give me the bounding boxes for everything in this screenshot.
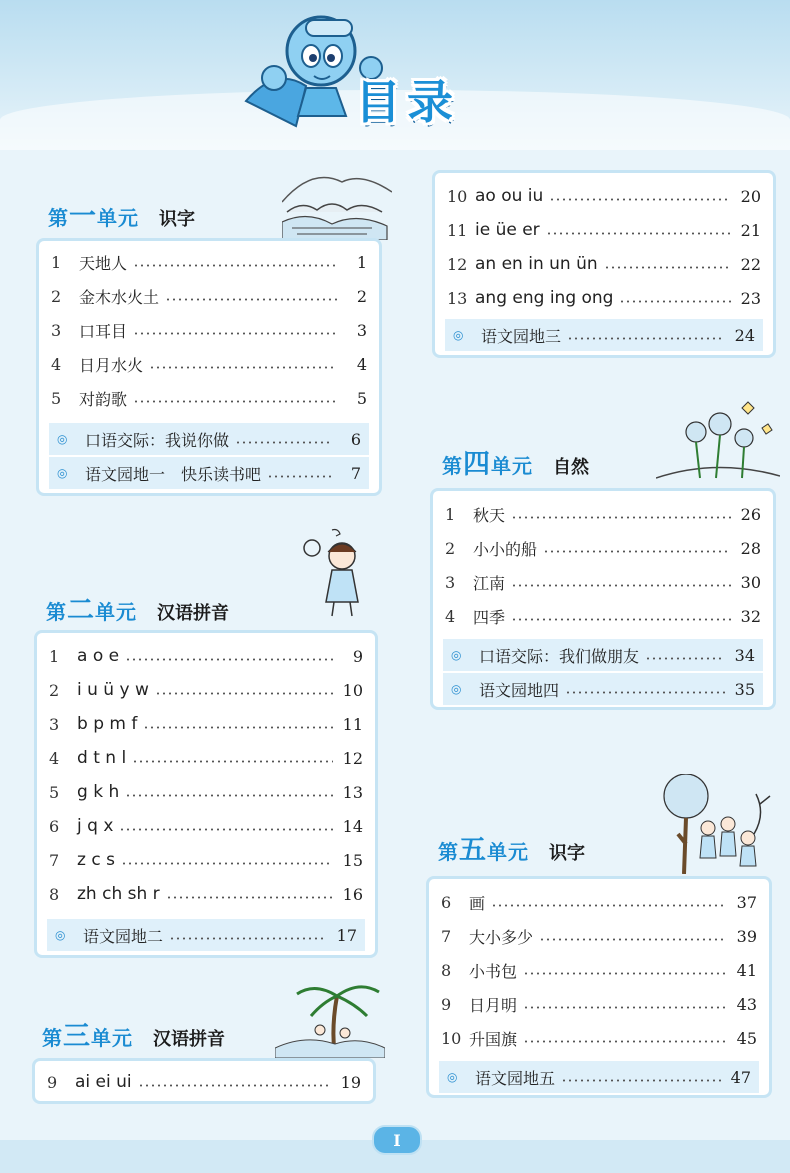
extra-page: 6 (350, 429, 361, 449)
extra-page: 17 (336, 925, 357, 945)
lesson-item[interactable] (447, 249, 761, 279)
lesson-number: 9 (441, 994, 452, 1014)
lesson-title: 日月明 (469, 995, 518, 1015)
lesson-number: 13 (447, 288, 468, 308)
lesson-title: d t n l (77, 748, 127, 768)
leader-dots (166, 896, 333, 899)
lesson-item[interactable] (49, 675, 363, 705)
lesson-number: 2 (445, 538, 456, 558)
leader-dots (604, 266, 731, 269)
lesson-number: 7 (441, 926, 452, 946)
extra-title: 语文园地四 (479, 680, 560, 700)
lesson-item[interactable] (51, 315, 367, 345)
leader-dots (143, 726, 333, 729)
lesson-item[interactable] (49, 811, 363, 841)
lesson-page: 45 (736, 1028, 757, 1048)
lesson-page: 12 (342, 748, 363, 768)
lesson-page: 2 (356, 286, 367, 306)
bullet-icon: ◎ (447, 1070, 458, 1084)
lesson-title: a o e (77, 646, 120, 666)
leader-dots (125, 658, 333, 661)
leader-dots (149, 366, 337, 369)
lesson-page: 9 (352, 646, 363, 666)
leader-dots (561, 1079, 721, 1082)
unit-2-heading (46, 588, 229, 626)
extra-page: 24 (734, 325, 755, 345)
lesson-number: 1 (445, 504, 456, 524)
lesson-title: 大小多少 (469, 927, 534, 947)
lesson-page: 4 (356, 354, 367, 374)
unit-3-topic: 汉语拼音 (153, 1029, 225, 1050)
extra-item[interactable] (49, 457, 369, 489)
lesson-page: 23 (740, 288, 761, 308)
leader-dots (543, 550, 731, 553)
extra-item[interactable] (49, 423, 369, 455)
unit-3-list-part-1 (32, 1058, 376, 1104)
page-number: I (372, 1125, 422, 1155)
extra-page: 47 (730, 1067, 751, 1087)
lesson-page: 21 (740, 220, 761, 240)
lesson-item[interactable] (51, 281, 367, 311)
lesson-page: 32 (740, 606, 761, 626)
lesson-title: 金木水火土 (79, 287, 160, 307)
page-title: 目录 (355, 75, 459, 129)
lesson-item[interactable] (49, 777, 363, 807)
unit-1-topic: 识字 (159, 209, 195, 230)
lesson-number: 1 (51, 252, 62, 272)
lesson-number: 3 (51, 320, 62, 340)
extra-title: 语文园地三 (481, 326, 562, 346)
lesson-title: 画 (469, 893, 486, 913)
lesson-title: ao ou iu (475, 186, 544, 206)
leader-dots (511, 584, 731, 587)
unit-4-list (430, 488, 776, 710)
leader-dots (567, 337, 725, 340)
lesson-page: 43 (736, 994, 757, 1014)
lesson-number: 6 (49, 816, 60, 836)
lesson-title: 四季 (473, 607, 506, 627)
girl-illustration (300, 526, 380, 620)
leader-dots (267, 475, 331, 478)
lesson-title: an en in un ün (475, 254, 598, 274)
leader-dots (539, 938, 727, 941)
lesson-item[interactable] (49, 743, 363, 773)
leader-dots (523, 1040, 727, 1043)
lesson-number: 11 (447, 220, 468, 240)
lesson-number: 7 (49, 850, 60, 870)
leader-dots (133, 332, 337, 335)
extra-page: 7 (350, 463, 361, 483)
lesson-page: 16 (342, 884, 363, 904)
lesson-page: 3 (356, 320, 367, 340)
bullet-icon: ◎ (453, 328, 464, 342)
lesson-number: 5 (51, 388, 62, 408)
lesson-page: 22 (740, 254, 761, 274)
lesson-title: 口耳目 (79, 321, 128, 341)
leader-dots (138, 1084, 331, 1087)
lesson-page: 14 (342, 816, 363, 836)
unit-4-heading (442, 442, 589, 480)
leader-dots (619, 300, 731, 303)
unit-1-name: 第一单元 (48, 201, 139, 232)
lesson-number: 10 (441, 1028, 462, 1048)
lesson-title: 日月水火 (79, 355, 144, 375)
extra-page: 34 (734, 645, 755, 665)
leader-dots (133, 400, 337, 403)
extra-item[interactable] (443, 673, 763, 705)
leader-dots (549, 198, 731, 201)
unit-4-name: 第四单元 (442, 449, 533, 480)
unit-3-heading (42, 1014, 225, 1052)
unit-5-heading (438, 828, 585, 866)
leader-dots (235, 441, 331, 444)
lesson-title: zh ch sh r (77, 884, 160, 904)
lesson-number: 3 (49, 714, 60, 734)
unit-5-topic: 识字 (549, 843, 585, 864)
lesson-item[interactable] (51, 383, 367, 413)
lesson-page: 37 (736, 892, 757, 912)
lesson-page: 41 (736, 960, 757, 980)
lesson-item[interactable] (447, 181, 761, 211)
leader-dots (165, 298, 337, 301)
extra-title: 语文园地一 快乐读书吧 (85, 464, 262, 484)
lesson-item[interactable] (447, 215, 761, 245)
lesson-page: 13 (342, 782, 363, 802)
lesson-title: 小书包 (469, 961, 518, 981)
lesson-title: 秋天 (473, 505, 506, 525)
lesson-title: ie üe er (475, 220, 540, 240)
lesson-number: 5 (49, 782, 60, 802)
lesson-item[interactable] (49, 709, 363, 739)
lesson-item[interactable] (47, 1067, 361, 1097)
leader-dots (511, 618, 731, 621)
unit-1-list (36, 238, 382, 496)
lesson-title: ang eng ing ong (475, 288, 614, 308)
unit-2-list (34, 630, 378, 958)
lesson-title: 江南 (473, 573, 506, 593)
lesson-title: j q x (77, 816, 114, 836)
lesson-title: b p m f (77, 714, 138, 734)
lesson-page: 20 (740, 186, 761, 206)
leader-dots (169, 937, 327, 940)
leader-dots (546, 232, 731, 235)
unit-2-topic: 汉语拼音 (157, 603, 229, 624)
lesson-item[interactable] (445, 601, 761, 631)
lesson-item[interactable] (49, 845, 363, 875)
children-tree-illustration (656, 774, 780, 874)
leader-dots (565, 691, 725, 694)
lesson-number: 8 (441, 960, 452, 980)
leader-dots (523, 972, 727, 975)
extra-title: 语文园地五 (475, 1068, 556, 1088)
lesson-number: 4 (49, 748, 60, 768)
leader-dots (132, 760, 333, 763)
lesson-page: 1 (356, 252, 367, 272)
lesson-item[interactable] (445, 499, 761, 529)
lesson-item[interactable] (441, 955, 757, 985)
lesson-item[interactable] (441, 1023, 757, 1053)
leader-dots (119, 828, 333, 831)
leader-dots (523, 1006, 727, 1009)
unit-1-heading (48, 194, 195, 232)
lesson-page: 11 (342, 714, 363, 734)
leader-dots (491, 904, 727, 907)
extra-title: 口语交际：我说你做 (85, 430, 230, 450)
extra-item[interactable] (47, 919, 365, 951)
lesson-title: z c s (77, 850, 115, 870)
lesson-page: 10 (342, 680, 363, 700)
lesson-number: 2 (51, 286, 62, 306)
lesson-number: 4 (445, 606, 456, 626)
lesson-item[interactable] (447, 283, 761, 313)
extra-title: 口语交际：我们做朋友 (479, 646, 640, 666)
lesson-page: 28 (740, 538, 761, 558)
leader-dots (121, 862, 333, 865)
bullet-icon: ◎ (57, 432, 68, 446)
unit-2-name: 第二单元 (46, 595, 137, 626)
extra-item[interactable] (443, 639, 763, 671)
lesson-title: i u ü y w (77, 680, 149, 700)
unit-4-topic: 自然 (553, 457, 589, 478)
lesson-number: 1 (49, 646, 60, 666)
lesson-number: 6 (441, 892, 452, 912)
bullet-icon: ◎ (451, 682, 462, 696)
lesson-number: 8 (49, 884, 60, 904)
landscape-illustration (282, 162, 392, 240)
lesson-item[interactable] (441, 989, 757, 1019)
lesson-item[interactable] (51, 349, 367, 379)
lesson-number: 9 (47, 1072, 58, 1092)
extra-item[interactable] (445, 319, 763, 351)
extra-title: 语文园地二 (83, 926, 164, 946)
leader-dots (155, 692, 333, 695)
lesson-page: 15 (342, 850, 363, 870)
unit-5-name: 第五单元 (438, 835, 529, 866)
palm-tree-illustration (275, 978, 385, 1058)
lesson-number: 4 (51, 354, 62, 374)
header-banner (0, 0, 790, 150)
lesson-number: 3 (445, 572, 456, 592)
unit-5-list (426, 876, 772, 1098)
leader-dots (511, 516, 731, 519)
lesson-page: 5 (356, 388, 367, 408)
lesson-item[interactable] (441, 921, 757, 951)
lesson-page: 26 (740, 504, 761, 524)
lesson-item[interactable] (445, 533, 761, 563)
leader-dots (125, 794, 333, 797)
lesson-page: 30 (740, 572, 761, 592)
leader-dots (133, 264, 337, 267)
bullet-icon: ◎ (55, 928, 66, 942)
bullet-icon: ◎ (451, 648, 462, 662)
lesson-item[interactable] (49, 879, 363, 909)
bullet-icon: ◎ (57, 466, 68, 480)
lesson-title: 天地人 (79, 253, 128, 273)
lesson-number: 12 (447, 254, 468, 274)
flowers-illustration (656, 398, 780, 486)
lesson-title: 小小的船 (473, 539, 538, 559)
lesson-page: 39 (736, 926, 757, 946)
leader-dots (645, 657, 725, 660)
lesson-item[interactable] (49, 641, 363, 671)
lesson-item[interactable] (51, 247, 367, 277)
lesson-page: 19 (340, 1072, 361, 1092)
unit-3-name: 第三单元 (42, 1021, 133, 1052)
lesson-number: 2 (49, 680, 60, 700)
lesson-title: 对韵歌 (79, 389, 128, 409)
lesson-title: ai ei ui (75, 1072, 132, 1092)
lesson-item[interactable] (445, 567, 761, 597)
lesson-title: 升国旗 (469, 1029, 518, 1049)
lesson-number: 10 (447, 186, 468, 206)
lesson-item[interactable] (441, 887, 757, 917)
extra-page: 35 (734, 679, 755, 699)
extra-item[interactable] (439, 1061, 759, 1093)
unit-3-list-part-2 (432, 170, 776, 358)
lesson-title: g k h (77, 782, 120, 802)
